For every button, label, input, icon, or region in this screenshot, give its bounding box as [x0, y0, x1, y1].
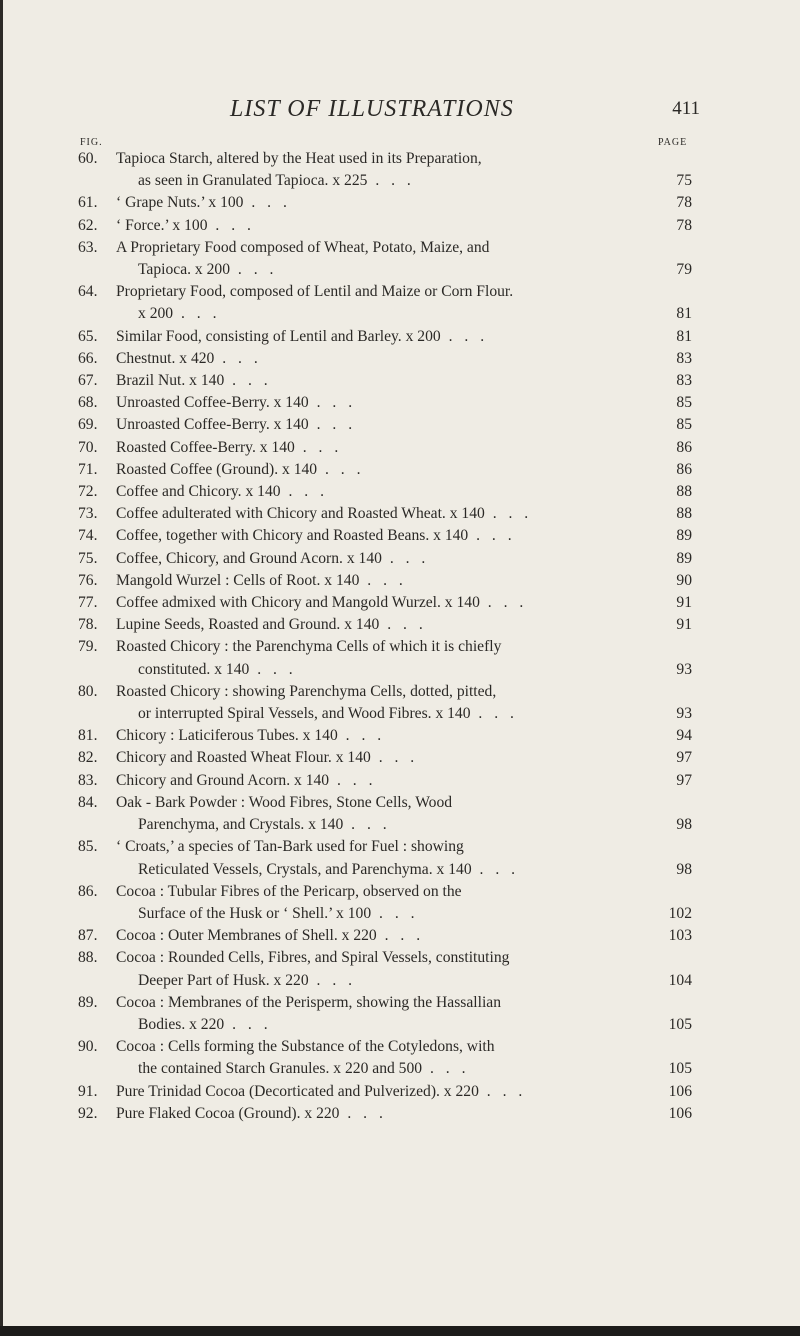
caption-text: Roasted Chicory : the Parenchyma Cells of which it is chiefly	[116, 638, 502, 656]
entry-line	[78, 259, 692, 281]
caption-text: Cocoa : Rounded Cells, Fibres, and Spiral Vessels, constituting	[116, 949, 510, 967]
entry-line	[78, 414, 692, 436]
list-item	[78, 192, 692, 214]
fig-column-head: FIG.	[80, 137, 103, 148]
figure-number: 77.	[78, 594, 98, 612]
list-item	[78, 614, 692, 636]
page-reference: 105	[668, 1015, 692, 1033]
caption-text: Unroasted Coffee-Berry. x 140	[116, 394, 309, 412]
dot-leader: . . .	[381, 549, 430, 567]
entry-line	[78, 437, 692, 459]
page-reference: 88	[676, 505, 692, 523]
page-reference: 86	[676, 460, 692, 478]
caption-text: Cocoa : Membranes of the Perisperm, showing the Hassallian	[116, 993, 501, 1011]
list-item	[78, 947, 692, 991]
caption-text: Chicory and Roasted Wheat Flour. x 140	[116, 749, 371, 767]
page-column-head: PAGE	[658, 137, 688, 148]
header-page-number: 411	[672, 98, 700, 119]
figure-number: 64.	[78, 283, 98, 301]
entry-line	[78, 770, 692, 792]
dot-leader: . . .	[249, 660, 297, 678]
page-reference: 94	[676, 727, 692, 745]
entry-line	[78, 392, 692, 414]
dot-leader: . . .	[478, 1082, 527, 1100]
dot-leader: . . .	[224, 372, 272, 390]
figure-number: 75.	[78, 549, 98, 567]
list-item	[78, 770, 692, 792]
entry-line	[78, 459, 692, 481]
entry-line	[78, 703, 692, 725]
entry-line	[78, 503, 692, 525]
caption-text: Chicory and Ground Acorn. x 140	[116, 771, 330, 789]
figure-number: 69.	[78, 416, 98, 434]
entry-line	[78, 881, 692, 903]
dot-leader: . . .	[214, 349, 262, 367]
caption-text: ‘ Force.’ x 100	[116, 216, 208, 234]
caption-text: constituted. x 140	[138, 660, 250, 678]
page-reference: 106	[668, 1082, 692, 1100]
page-reference: 90	[676, 571, 692, 589]
page-reference: 91	[676, 616, 692, 634]
page-reference: 81	[676, 305, 692, 323]
list-item	[78, 1103, 692, 1125]
caption-text: Tapioca. x 200	[138, 261, 231, 279]
list-item	[78, 992, 692, 1036]
page-reference: 75	[676, 172, 692, 190]
list-item	[78, 570, 692, 592]
figure-number: 83.	[78, 771, 98, 789]
entry-line	[78, 548, 692, 570]
caption-text: Pure Flaked Cocoa (Ground). x 220	[116, 1104, 340, 1122]
page-reference: 88	[676, 483, 692, 501]
figure-number: 89.	[78, 993, 98, 1011]
caption-text: Coffee admixed with Chicory and Mangold Wurzel. x 140	[116, 594, 480, 612]
page-reference: 78	[676, 216, 692, 234]
page-reference: 97	[676, 771, 692, 789]
dot-leader: . . .	[308, 971, 357, 989]
figure-number: 92.	[78, 1104, 98, 1122]
list-item	[78, 725, 692, 747]
list-item	[78, 326, 692, 348]
figure-number: 78.	[78, 616, 98, 634]
page-reference: 97	[676, 749, 692, 767]
entry-line	[78, 925, 692, 947]
dot-leader: . . .	[376, 927, 425, 945]
figure-number: 72.	[78, 483, 98, 501]
dot-leader: . . .	[484, 505, 533, 523]
entry-line	[78, 281, 692, 303]
caption-text: as seen in Granulated Tapioca. x 225	[138, 172, 368, 190]
dot-leader: . . .	[468, 527, 516, 545]
list-item	[78, 1036, 692, 1080]
dot-leader: . . .	[367, 172, 415, 190]
caption-text: Deeper Part of Husk. x 220	[138, 971, 309, 989]
page-reference: 91	[676, 594, 692, 612]
entry-line	[78, 192, 692, 214]
figure-number: 62.	[78, 216, 98, 234]
list-item	[78, 792, 692, 836]
entry-line	[78, 1081, 692, 1103]
figure-number: 68.	[78, 394, 98, 412]
caption-text: Similar Food, consisting of Lentil and Barley. x 200	[116, 327, 441, 345]
page-reference: 106	[668, 1104, 692, 1122]
dot-leader: . . .	[470, 705, 518, 723]
caption-text: Reticulated Vessels, Crystals, and Parenchyma. x 140	[138, 860, 472, 878]
figure-number: 70.	[78, 438, 98, 456]
dot-leader: . . .	[440, 327, 489, 345]
entry-line	[78, 792, 692, 814]
list-item	[78, 148, 692, 192]
caption-text: Coffee, together with Chicory and Roasted Beans. x 140	[116, 527, 469, 545]
figure-number: 74.	[78, 527, 98, 545]
caption-text: x 200	[138, 305, 174, 323]
figure-number: 87.	[78, 927, 98, 945]
dot-leader: . . .	[370, 749, 419, 767]
entry-line	[78, 1058, 692, 1080]
figure-number: 76.	[78, 571, 98, 589]
list-item	[78, 437, 692, 459]
dot-leader: . . .	[371, 904, 419, 922]
caption-text: Roasted Coffee (Ground). x 140	[116, 460, 318, 478]
caption-text: Chicory : Laticiferous Tubes. x 140	[116, 727, 338, 745]
dot-leader: . . .	[337, 727, 386, 745]
figure-number: 90.	[78, 1038, 98, 1056]
entry-line	[78, 481, 692, 503]
list-item	[78, 481, 692, 503]
figure-number: 81.	[78, 727, 98, 745]
page-edge	[0, 0, 3, 1336]
running-header	[230, 96, 700, 126]
entry-line	[78, 237, 692, 259]
dot-leader: . . .	[359, 571, 407, 589]
page-reference: 105	[668, 1060, 692, 1078]
caption-text: Pure Trinidad Cocoa (Decorticated and Pulverized). x 220	[116, 1082, 479, 1100]
caption-text: Bodies. x 220	[138, 1015, 225, 1033]
entry-line	[78, 1036, 692, 1058]
bottom-rule	[0, 1326, 800, 1336]
list-item	[78, 459, 692, 481]
list-item	[78, 747, 692, 769]
entry-line	[78, 525, 692, 547]
caption-text: Roasted Chicory : showing Parenchyma Cells, dotted, pitted,	[116, 682, 497, 700]
dot-leader: . . .	[317, 460, 365, 478]
dot-leader: . . .	[230, 261, 278, 279]
caption-text: Tapioca Starch, altered by the Heat used in its Preparation,	[116, 150, 482, 167]
dot-leader: . . .	[471, 860, 520, 878]
entry-line	[78, 148, 692, 170]
figure-number: 91.	[78, 1082, 98, 1100]
entry-line	[78, 614, 692, 636]
list-item	[78, 548, 692, 570]
dot-leader: . . .	[308, 394, 357, 412]
list-item	[78, 525, 692, 547]
entry-line	[78, 859, 692, 881]
figure-number: 82.	[78, 749, 98, 767]
dot-leader: . . .	[339, 1104, 387, 1122]
illustrations-list	[78, 148, 692, 1125]
list-item	[78, 414, 692, 436]
page-reference: 83	[676, 349, 692, 367]
list-item	[78, 281, 692, 325]
caption-text: Coffee, Chicory, and Ground Acorn. x 140	[116, 549, 382, 567]
figure-number: 80.	[78, 682, 98, 700]
list-item	[78, 925, 692, 947]
dot-leader: . . .	[224, 1015, 272, 1033]
dot-leader: . . .	[243, 194, 291, 212]
entry-line	[78, 814, 692, 836]
caption-text: Parenchyma, and Crystals. x 140	[138, 816, 344, 834]
entry-line	[78, 836, 692, 858]
entry-line	[78, 170, 692, 192]
caption-text: ‘ Grape Nuts.’ x 100	[116, 194, 244, 212]
figure-number: 73.	[78, 505, 98, 523]
dot-leader: . . .	[308, 416, 357, 434]
entry-line	[78, 636, 692, 658]
caption-text: Chestnut. x 420	[116, 349, 215, 367]
entry-line	[78, 303, 692, 325]
dot-leader: . . .	[422, 1060, 470, 1078]
caption-text: Surface of the Husk or ‘ Shell.’ x 100	[138, 904, 372, 922]
entry-line	[78, 570, 692, 592]
entry-line	[78, 659, 692, 681]
dot-leader: . . .	[379, 616, 427, 634]
caption-text: Brazil Nut. x 140	[116, 372, 225, 390]
entry-line	[78, 370, 692, 392]
entry-line	[78, 903, 692, 925]
caption-text: the contained Starch Granules. x 220 and 500	[138, 1060, 423, 1078]
caption-text: Proprietary Food, composed of Lentil and Maize or Corn Flour.	[116, 283, 514, 301]
entry-line	[78, 681, 692, 703]
caption-text: Roasted Coffee-Berry. x 140	[116, 438, 295, 456]
dot-leader: . . .	[294, 438, 343, 456]
list-item	[78, 370, 692, 392]
page-reference: 78	[676, 194, 692, 212]
list-item	[78, 215, 692, 237]
figure-number: 65.	[78, 327, 98, 345]
list-item	[78, 681, 692, 725]
caption-text: or interrupted Spiral Vessels, and Wood Fibres. x 140	[138, 705, 471, 723]
page-reference: 102	[668, 904, 692, 922]
entry-line	[78, 215, 692, 237]
figure-number: 79.	[78, 638, 98, 656]
dot-leader: . . .	[329, 771, 377, 789]
figure-number: 63.	[78, 238, 98, 256]
caption-text: ‘ Croats,’ a species of Tan-Bark used for Fuel : showing	[116, 838, 464, 856]
entry-line	[78, 992, 692, 1014]
figure-number: 61.	[78, 194, 98, 212]
entry-line	[78, 1103, 692, 1125]
caption-text: Lupine Seeds, Roasted and Ground. x 140	[116, 616, 380, 634]
figure-number: 71.	[78, 460, 98, 478]
caption-text: Mangold Wurzel : Cells of Root. x 140	[116, 571, 360, 589]
page-reference: 79	[676, 261, 692, 279]
page-reference: 104	[668, 971, 692, 989]
entry-line	[78, 947, 692, 969]
page-reference: 103	[668, 927, 692, 945]
caption-text: Cocoa : Outer Membranes of Shell. x 220	[116, 927, 377, 945]
figure-number: 88.	[78, 949, 98, 967]
caption-text: Coffee adulterated with Chicory and Roasted Wheat. x 140	[116, 505, 485, 523]
entry-line	[78, 970, 692, 992]
entry-line	[78, 1014, 692, 1036]
entry-line	[78, 747, 692, 769]
list-item	[78, 237, 692, 281]
list-item	[78, 348, 692, 370]
list-item	[78, 836, 692, 880]
caption-text: Unroasted Coffee-Berry. x 140	[116, 416, 309, 434]
page-reference: 98	[676, 860, 692, 878]
entry-line	[78, 326, 692, 348]
caption-text: Cocoa : Cells forming the Substance of the Cotyledons, with	[116, 1038, 495, 1056]
list-item	[78, 1081, 692, 1103]
page-reference: 89	[676, 527, 692, 545]
dot-leader: . . .	[207, 216, 255, 234]
page-reference: 81	[676, 327, 692, 345]
list-item	[78, 636, 692, 680]
dot-leader: . . .	[280, 483, 328, 501]
list-item	[78, 881, 692, 925]
page-reference: 83	[676, 372, 692, 390]
list-item	[78, 592, 692, 614]
figure-number: 86.	[78, 882, 98, 900]
caption-text: Coffee and Chicory. x 140	[116, 483, 281, 501]
caption-text: Oak - Bark Powder : Wood Fibres, Stone Cells, Wood	[116, 793, 453, 811]
entry-line	[78, 348, 692, 370]
list-item	[78, 392, 692, 414]
page-reference: 86	[676, 438, 692, 456]
page-reference: 89	[676, 549, 692, 567]
figure-number: 66.	[78, 349, 98, 367]
caption-text: A Proprietary Food composed of Wheat, Potato, Maize, and	[116, 238, 490, 256]
page-reference: 85	[676, 416, 692, 434]
entry-line	[78, 592, 692, 614]
figure-number: 85.	[78, 838, 98, 856]
page-reference: 85	[676, 394, 692, 412]
entry-line	[78, 725, 692, 747]
dot-leader: . . .	[173, 305, 221, 323]
dot-leader: . . .	[343, 816, 391, 834]
page-reference: 93	[676, 705, 692, 723]
header-title: LIST OF ILLUSTRATIONS	[230, 96, 514, 122]
figure-number: 84.	[78, 793, 98, 811]
figure-number: 60.	[78, 150, 98, 167]
dot-leader: . . .	[479, 594, 528, 612]
list-item	[78, 503, 692, 525]
page-reference: 98	[676, 816, 692, 834]
figure-number: 67.	[78, 372, 98, 390]
page-reference: 93	[676, 660, 692, 678]
caption-text: Cocoa : Tubular Fibres of the Pericarp, observed on the	[116, 882, 462, 900]
